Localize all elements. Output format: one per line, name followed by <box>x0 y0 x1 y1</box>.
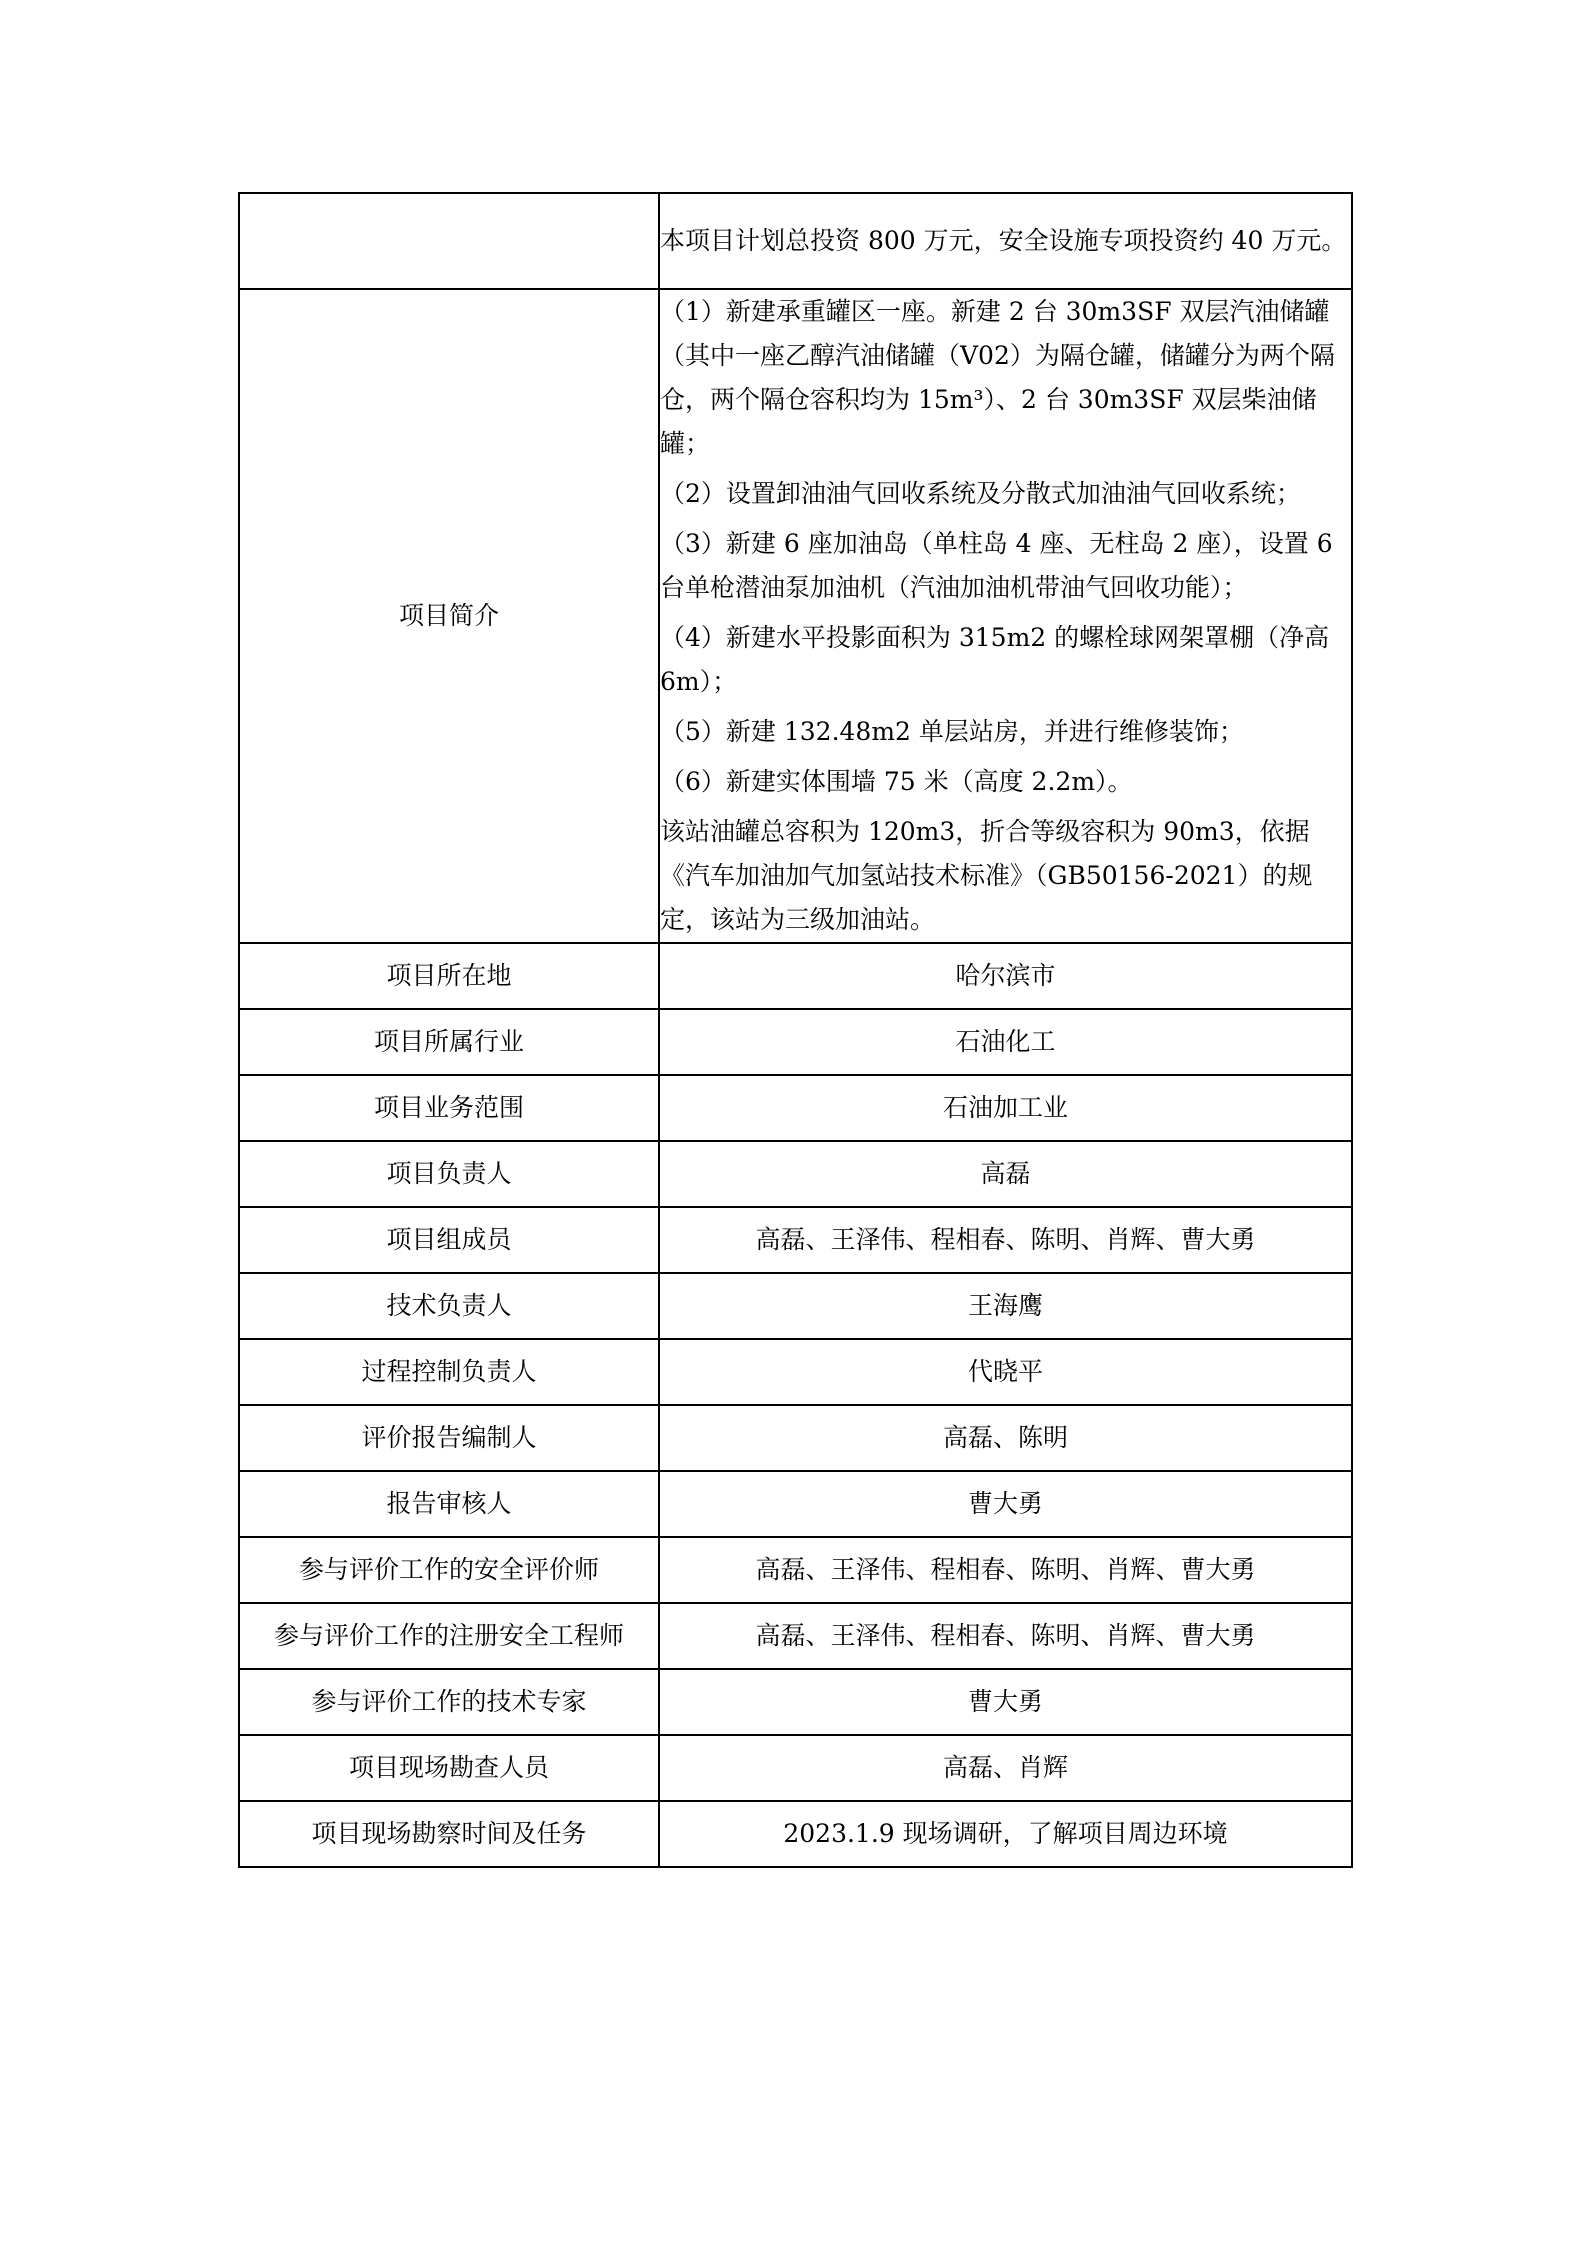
intro-content <box>659 289 1352 943</box>
row-value: 曹大勇 <box>659 1669 1352 1735</box>
row-value: 代晓平 <box>659 1339 1352 1405</box>
table-row <box>239 1801 1352 1867</box>
row-label: 项目负责人 <box>239 1141 659 1207</box>
table-row <box>239 1471 1352 1537</box>
table-row <box>239 1339 1352 1405</box>
intro-paragraph: （4）新建水平投影面积为 315m2 的螺栓球网架罩棚（净高 6m）； <box>660 623 1330 696</box>
table-row <box>239 1075 1352 1141</box>
table-row <box>239 1273 1352 1339</box>
row-label: 参与评价工作的技术专家 <box>239 1669 659 1735</box>
row-label: 项目现场勘察时间及任务 <box>239 1801 659 1867</box>
intro-paragraph: （1）新建承重罐区一座。新建 2 台 30m3SF 双层汽油储罐（其中一座乙醇汽油储罐（V02）为隔仓罐，储罐分为两个隔仓，两个隔仓容积均为 15m³）、2 台 30m3SF 双层柴油储罐； <box>660 297 1335 458</box>
row-value: 高磊、肖辉 <box>659 1735 1352 1801</box>
intro-paragraph: （5）新建 132.48m2 单层站房，并进行维修装饰； <box>660 717 1244 746</box>
intro-row <box>239 289 1352 943</box>
table-row <box>239 1405 1352 1471</box>
row-value: 曹大勇 <box>659 1471 1352 1537</box>
table-row <box>239 1207 1352 1273</box>
investment-label <box>239 193 659 289</box>
row-value: 高磊、王泽伟、程相春、陈明、肖辉、曹大勇 <box>659 1603 1352 1669</box>
row-label: 项目现场勘查人员 <box>239 1735 659 1801</box>
row-label: 报告审核人 <box>239 1471 659 1537</box>
row-value: 哈尔滨市 <box>659 943 1352 1009</box>
table-row <box>239 1009 1352 1075</box>
row-value: 王海鹰 <box>659 1273 1352 1339</box>
investment-row <box>239 193 1352 289</box>
row-label: 技术负责人 <box>239 1273 659 1339</box>
row-value: 高磊、王泽伟、程相春、陈明、肖辉、曹大勇 <box>659 1207 1352 1273</box>
table-row <box>239 1537 1352 1603</box>
row-label: 项目组成员 <box>239 1207 659 1273</box>
intro-label: 项目简介 <box>239 289 659 943</box>
table-row <box>239 943 1352 1009</box>
row-label: 评价报告编制人 <box>239 1405 659 1471</box>
row-value: 高磊 <box>659 1141 1352 1207</box>
row-value: 2023.1.9 现场调研，了解项目周边环境 <box>659 1801 1352 1867</box>
row-label: 项目所在地 <box>239 943 659 1009</box>
row-label: 过程控制负责人 <box>239 1339 659 1405</box>
project-info-table <box>238 192 1353 1868</box>
row-value: 石油化工 <box>659 1009 1352 1075</box>
row-label: 项目所属行业 <box>239 1009 659 1075</box>
table-row <box>239 1735 1352 1801</box>
intro-paragraph: （6）新建实体围墙 75 米（高度 2.2m）。 <box>660 767 1133 796</box>
intro-paragraph: （3）新建 6 座加油岛（单柱岛 4 座、无柱岛 2 座），设置 6 台单枪潜油泵加油机（汽油加油机带油气回收功能）； <box>660 529 1333 602</box>
row-label: 项目业务范围 <box>239 1075 659 1141</box>
table-row <box>239 1669 1352 1735</box>
row-label: 参与评价工作的注册安全工程师 <box>239 1603 659 1669</box>
investment-text: 本项目计划总投资 800 万元，安全设施专项投资约 40 万元。 <box>659 193 1352 289</box>
table-row <box>239 1141 1352 1207</box>
row-value: 高磊、王泽伟、程相春、陈明、肖辉、曹大勇 <box>659 1537 1352 1603</box>
row-label: 参与评价工作的安全评价师 <box>239 1537 659 1603</box>
row-value: 高磊、陈明 <box>659 1405 1352 1471</box>
row-value: 石油加工业 <box>659 1075 1352 1141</box>
table-row <box>239 1603 1352 1669</box>
intro-paragraph: （2）设置卸油油气回收系统及分散式加油油气回收系统； <box>660 479 1301 508</box>
intro-paragraph: 该站油罐总容积为 120m3，折合等级容积为 90m3，依据《汽车加油加气加氢站技术标准》（GB50156-2021）的规定，该站为三级加油站。 <box>660 817 1313 934</box>
